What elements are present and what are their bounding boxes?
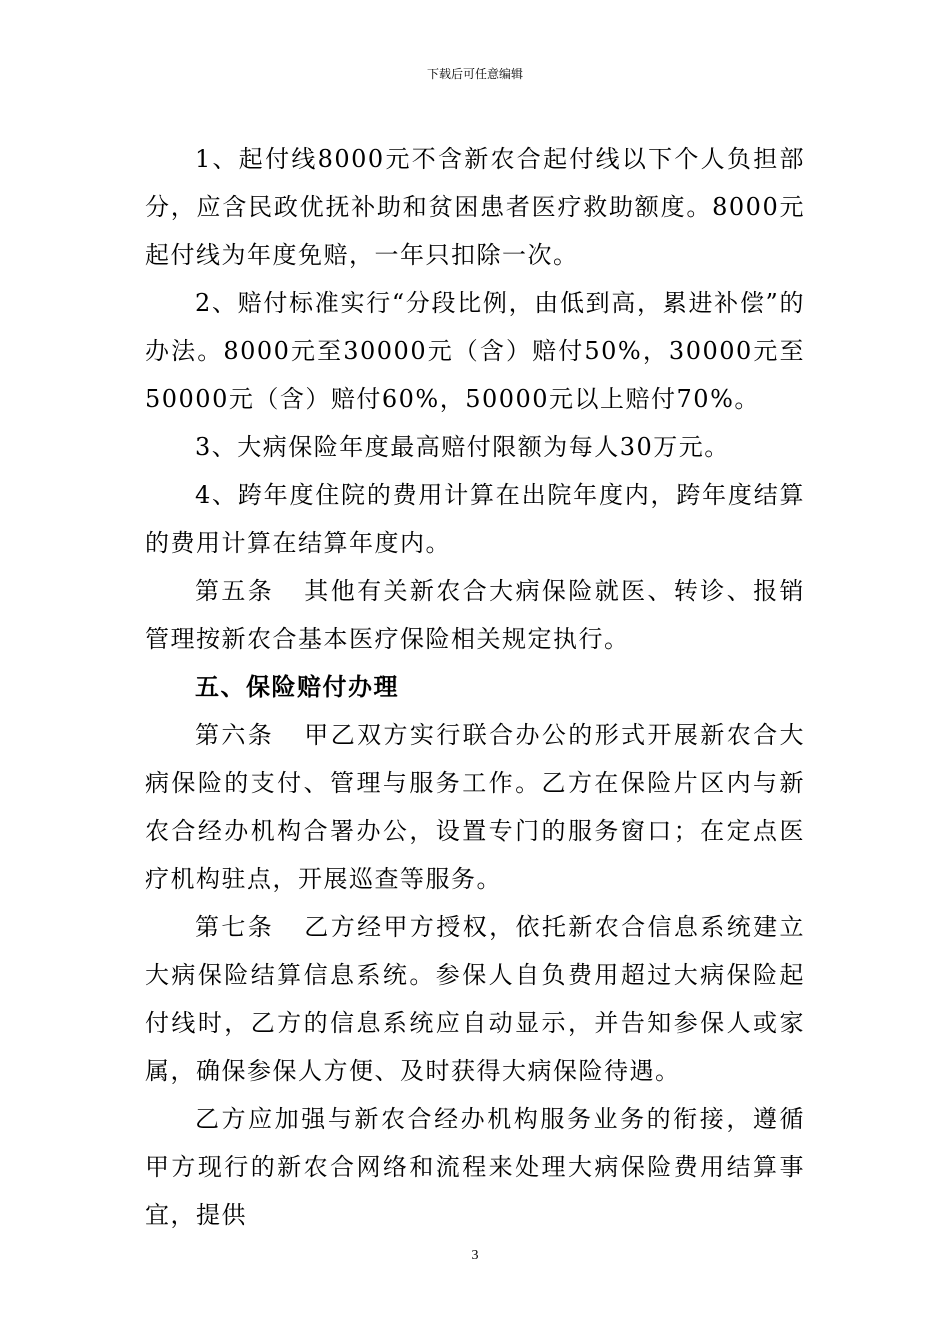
page-header: 下载后可任意编辑 <box>426 67 523 81</box>
paragraph-item-4: 4、跨年度住院的费用计算在出院年度内，跨年度结算的费用计算在结算年度内。 <box>145 481 805 557</box>
document-body <box>145 135 805 1239</box>
paragraph-item-1: 1、起付线8000元不含新农合起付线以下个人负担部分，应含民政优抚补助和贫困患者医疗救助额度。8000元起付线为年度免赔，一年只扣除一次。 <box>145 145 805 269</box>
page-number: 3 <box>471 1248 479 1263</box>
section-heading: 五、保险赔付办理 <box>195 673 399 701</box>
article-five: 第五条 其他有关新农合大病保险就医、转诊、报销管理按新农合基本医疗保险相关规定执行。 <box>145 577 805 653</box>
paragraph-continuation: 乙方应加强与新农合经办机构服务业务的衔接，遵循甲方现行的新农合网络和流程来处理大病保险费用结算事宜，提供 <box>145 1105 805 1229</box>
article-seven: 第七条 乙方经甲方授权，依托新农合信息系统建立大病保险结算信息系统。参保人自负费用超过大病保险起付线时，乙方的信息系统应自动显示，并告知参保人或家属，确保参保人方便、及时获得大病保险待遇。 <box>145 913 805 1085</box>
paragraph-item-2: 2、赔付标准实行“分段比例，由低到高，累进补偿”的办法。8000元至30000元（含）赔付50%，30000元至50000元（含）赔付60%，50000元以上赔付70%。 <box>145 289 805 413</box>
paragraph-item-3: 3、大病保险年度最高赔付限额为每人30万元。 <box>195 433 730 461</box>
article-six: 第六条 甲乙双方实行联合办公的形式开展新农合大病保险的支付、管理与服务工作。乙方在保险片区内与新农合经办机构合署办公，设置专门的服务窗口；在定点医疗机构驻点，开展巡查等服务。 <box>145 721 805 893</box>
